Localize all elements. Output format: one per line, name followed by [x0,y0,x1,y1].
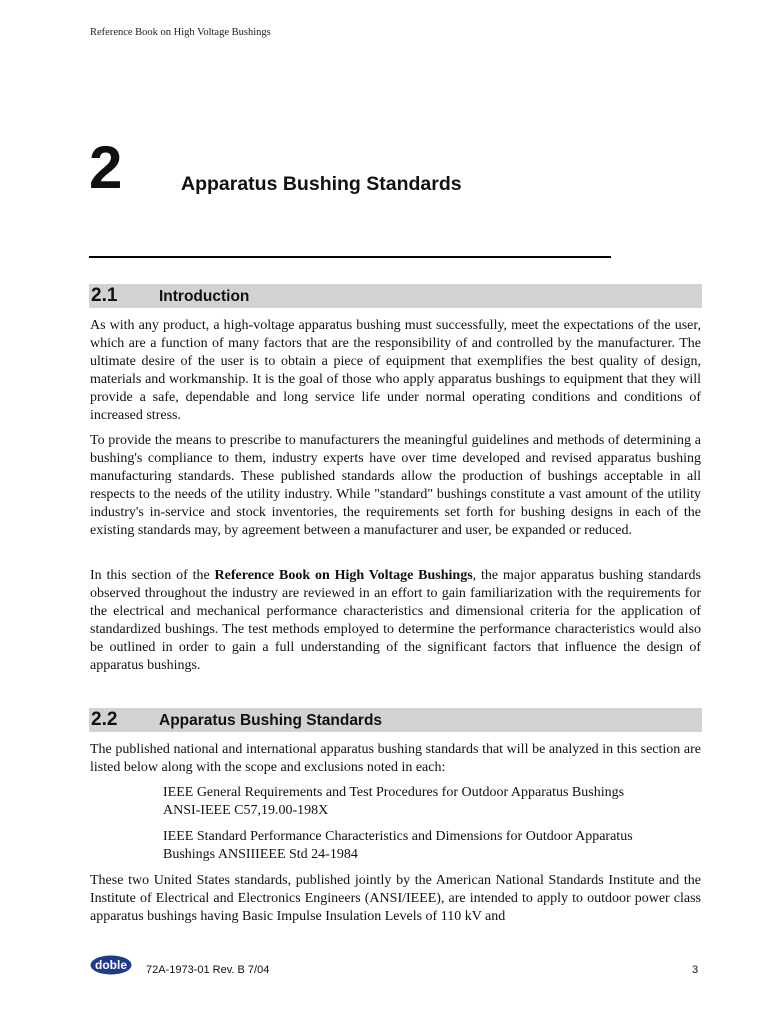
section-title: Apparatus Bushing Standards [159,712,383,729]
intro-paragraph-1: As with any product, a high-voltage apparatus bushing must successfully, meet the expectations of the user, which are a function of many factors that are the responsibility of and controlled by the manufacturer. The ultimate desire of the user is to obtain a piece of equipment that exemplifies the best quality of design, materials and workmanship. It is the goal of those who apply apparatus bushings to equipment that they will provide a safe, dependable and long service life under normal operating conditions and conditions of increased stress. [90,318,701,423]
standards-intro-paragraph: The published national and international apparatus bushing standards that will be analyzed in this section are listed below along with the scope and exclusions noted in each: [90,742,701,775]
section-heading-2-2 [89,708,702,732]
section-heading-2-1 [89,284,702,308]
section-number: 2.2 [91,709,118,730]
chapter-title: Apparatus Bushing Standards [181,173,462,195]
intro-paragraph-3: In this section of the Reference Book on High Voltage Bushings, the major apparatus bushing standards observed throughout the industry are reviewed in an effort to gain familiarization with the requirements for the electrical and mechanical performance characteristics and dimensional criteria for the application of standardized bushings. The test methods employed to determine the performance characteristics would also be outlined in order to gain a full understanding of the significant factors that influence the design of apparatus bushings. [90,568,701,673]
standard-item-2: IEEE Standard Performance Characteristics and Dimensions for Outdoor Apparatus Bushings ANSIIIEEE Std 24-1984 [163,829,633,862]
book-title-emphasis: Reference Book on High Voltage Bushings [214,568,473,583]
running-header: Reference Book on High Voltage Bushings [90,27,271,38]
chapter-number: 2 [89,134,123,201]
document-id: 72A-1973-01 Rev. B 7/04 [146,964,270,976]
standard-item-1: IEEE General Requirements and Test Procedures for Outdoor Apparatus Bushings ANSI-IEEE C57,19.00-198X [163,785,625,818]
page-number: 3 [692,964,699,976]
logo-text: doble [95,958,127,972]
doble-logo [90,955,132,975]
chapter-divider [89,256,611,258]
section-number: 2.1 [91,285,118,306]
standards-scope-paragraph: These two United States standards, published jointly by the American National Standards Institute and the Institute of Electrical and Electronics Engineers (ANSI/IEEE), are intended to apply to outdoor power class apparatus bushings having Basic Impulse Insulation Levels of 110 kV and [90,873,701,924]
intro-paragraph-2: To provide the means to prescribe to manufacturers the meaningful guidelines and methods of determining a bushing's compliance to them, industry experts have over time developed and revised apparatus bushing manufacturing standards. These published standards allow the production of bushings acceptable in all respects to the needs of the utility industry. While "standard" bushings constitute a vast amount of the utility industry's in-service and stock inventories, the requirements set forth for bushing designs in each of the existing standards may, by agreement between a manufacturer and user, be expanded or reduced. [90,433,701,538]
section-title: Introduction [159,288,250,305]
